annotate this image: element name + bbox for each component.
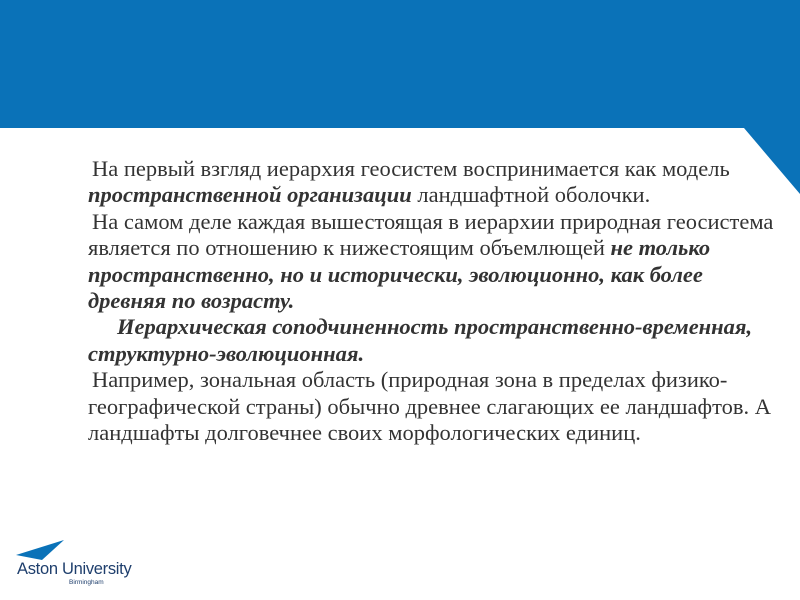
paragraph-1-text-1: На первый взгляд иерархия геосистем воспринимается как модель: [92, 156, 730, 181]
aston-triangle-icon: [16, 538, 66, 562]
paragraph-1: [88, 156, 778, 209]
paragraph-1-text-2: ландшафтной оболочки.: [411, 182, 651, 208]
paragraph-2: [88, 209, 778, 315]
logo-name: Aston University: [17, 560, 132, 578]
paragraph-1-emphasis: пространственной организации: [88, 182, 412, 208]
aston-university-logo: [16, 538, 156, 598]
paragraph-3: Иерархическая соподчиненность пространственно-временная, структурно-эволюционная.: [88, 314, 753, 366]
logo-subtitle: Birmingham: [69, 579, 104, 586]
paragraph-2-text-1: На самом деле каждая вышестоящая в иерархии природная геосистема является по отношению к нижестоящим объемлющей: [88, 208, 774, 261]
slide-body: [88, 156, 778, 446]
paragraph-2-emphasis: не только пространственно, но и исторически, эволюционно, как более древняя по возрасту.: [88, 235, 711, 314]
paragraph-4: Например, зональная область (природная зона в пределах физико-географической страны) обычно древнее слагающих ее ландшафтов. А ландшафты долговечнее своих морфологических единиц.: [88, 367, 771, 446]
